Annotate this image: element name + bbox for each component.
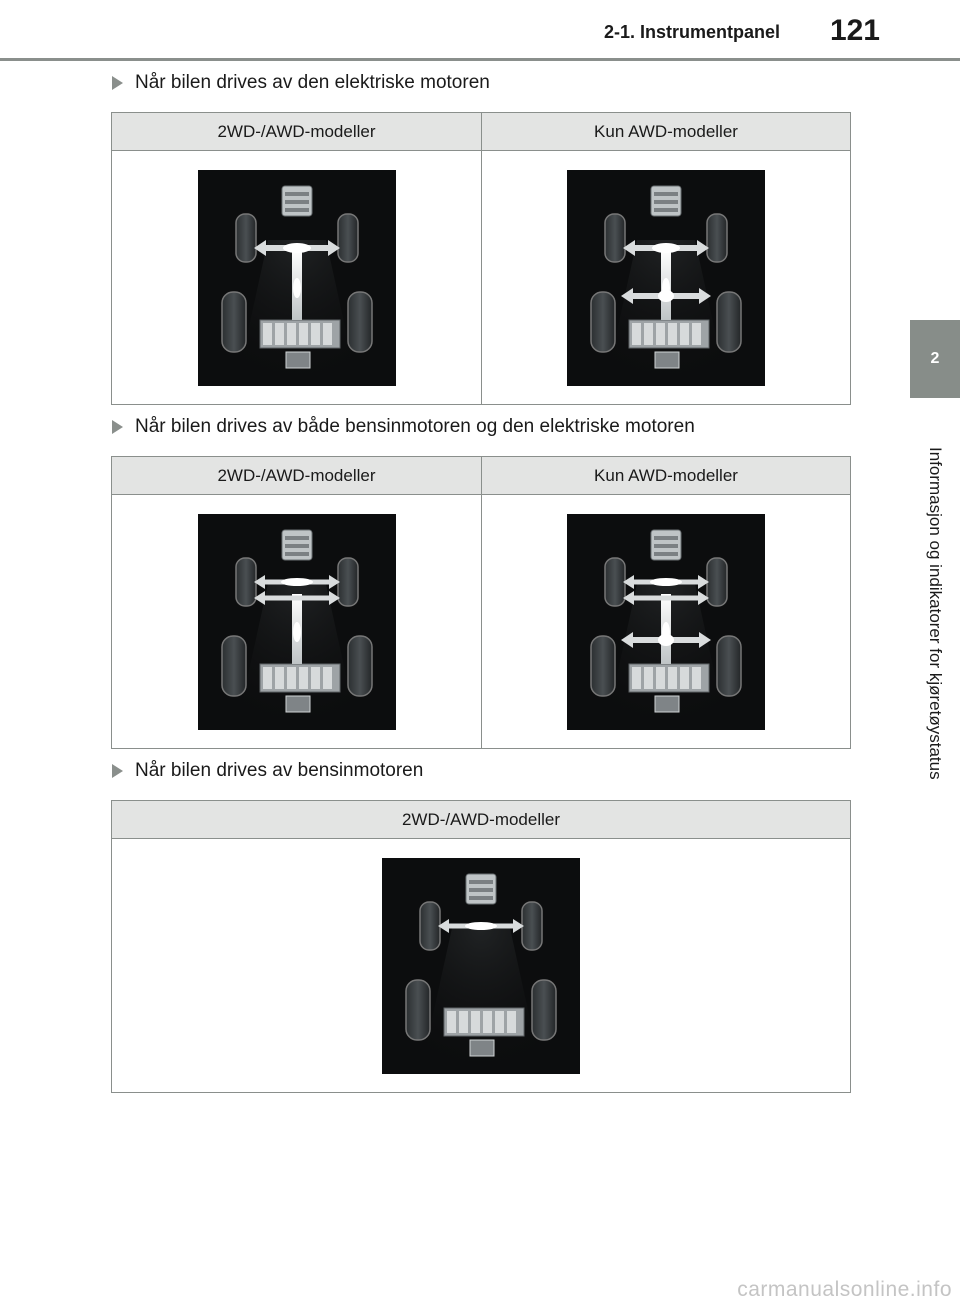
heading-text: Når bilen drives av både bensinmotoren og den elektriske motoren [135,416,695,437]
bullet-triangle-icon [112,764,123,778]
column-header: 2WD-/AWD-modeller [112,113,482,151]
page-number: 121 [829,14,880,47]
drivetrain-diagram-petrol [382,858,580,1074]
chapter-number: 2 [930,350,940,367]
section-title: 2-1. Instrumentpanel [603,22,780,42]
diagram-cell [482,151,851,405]
section-heading-electric [112,72,490,94]
column-header: Kun AWD-modeller [482,457,851,495]
column-header: 2WD-/AWD-modeller [112,801,851,839]
drivetrain-diagram-electric-2wd [198,170,396,386]
diagram-cell [112,495,482,749]
chapter-title: Informasjon og indikatorer for kjøretøystatus [926,446,945,780]
heading-text: Når bilen drives av den elektriske motoren [135,72,490,93]
diagram-cell [482,495,851,749]
drivetrain-diagram-hybrid-2wd [198,514,396,730]
section-heading-hybrid [112,416,695,438]
table-hybrid [111,456,851,749]
section-heading-petrol [112,760,423,782]
column-header: Kun AWD-modeller [482,113,851,151]
table-electric [111,112,851,405]
drivetrain-diagram-hybrid-awd [567,514,765,730]
drivetrain-diagram-electric-awd [567,170,765,386]
bullet-triangle-icon [112,76,123,90]
heading-text: Når bilen drives av bensinmotoren [135,760,424,781]
bullet-triangle-icon [112,420,123,434]
diagram-cell [112,151,482,405]
chapter-tab [910,320,960,398]
page-header [0,0,960,62]
watermark: carmanualsonline.info [737,1278,952,1301]
table-petrol [111,800,851,1093]
column-header: 2WD-/AWD-modeller [112,457,482,495]
chapter-side-title [910,398,960,828]
header-divider [0,58,960,61]
diagram-cell [112,839,851,1093]
